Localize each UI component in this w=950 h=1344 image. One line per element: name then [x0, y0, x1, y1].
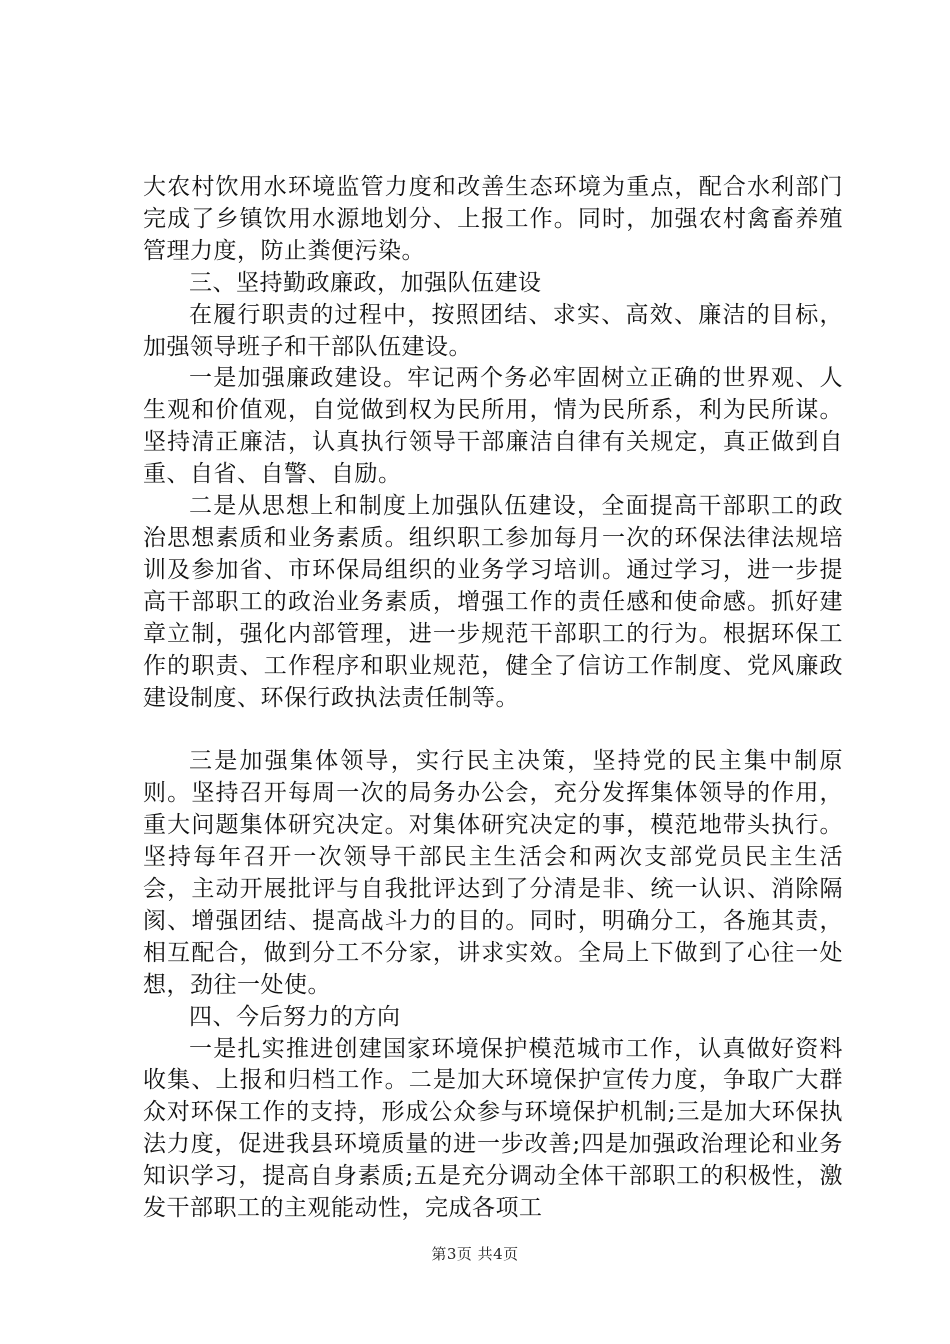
paragraph: 一是扎实推进创建国家环境保护模范城市工作，认真做好资料收集、上报和归档工作。二是加大环境保护宣传力度，争取广大群众对环保工作的支持，形成公众参与环境保护机制;三是加大环保执法力度，促进我县环境质量的进一步改善;四是加强政治理论和业务知识学习，提高自身素质;五是充分调动全体干部职工的积极性，激发干部职工的主观能动性，完成各项工	[143, 1035, 843, 1222]
paragraph-gap	[143, 714, 843, 746]
paragraph: 在履行职责的过程中，按照团结、求实、高效、廉洁的目标，加强领导班子和干部队伍建设。	[143, 301, 843, 360]
section-heading-3: 三、坚持勤政廉政，加强队伍建设	[189, 269, 542, 296]
paragraph: 二是从思想上和制度上加强队伍建设，全面提高干部职工的政治思想素质和业务素质。组织职工参加每月一次的环保法律法规培训及参加省、市环保局组织的业务学习培训。通过学习，进一步提高干部职工的政治业务素质，增强工作的责任感和使命感。抓好建章立制，强化内部管理，进一步规范干部职工的行为。根据环保工作的职责、工作程序和职业规范，健全了信访工作制度、党风廉政建设制度、环保行政执法责任制等。	[143, 493, 843, 711]
page-number-footer: 第3页 共4页	[431, 1245, 519, 1263]
paragraph: 一是加强廉政建设。牢记两个务必牢固树立正确的世界观、人生观和价值观，自觉做到权为民所用，情为民所系，利为民所谋。坚持清正廉洁，认真执行领导干部廉洁自律有关规定，真正做到自重、自省、自警、自励。	[143, 365, 843, 488]
section-heading-4: 四、今后努力的方向	[189, 1003, 401, 1030]
document-body	[143, 172, 843, 1225]
paragraph-continued: 大农村饮用水环境监管力度和改善生态环境为重点，配合水利部门完成了乡镇饮用水源地划分、上报工作。同时，加强农村禽畜养殖管理力度，防止粪便污染。	[143, 174, 843, 264]
paragraph: 三是加强集体领导，实行民主决策，坚持党的民主集中制原则。坚持召开每周一次的局务办公会，充分发挥集体领导的作用，重大问题集体研究决定。对集体研究决定的事，模范地带头执行。坚持每年召开一次领导干部民主生活会和两次支部党员民主生活会，主动开展批评与自我批评达到了分清是非、统一认识、消除隔阂、增强团结、提高战斗力的目的。同时，明确分工，各施其责，相互配合，做到分工不分家，讲求实效。全局上下做到了心往一处想，劲往一处使。	[143, 748, 843, 998]
